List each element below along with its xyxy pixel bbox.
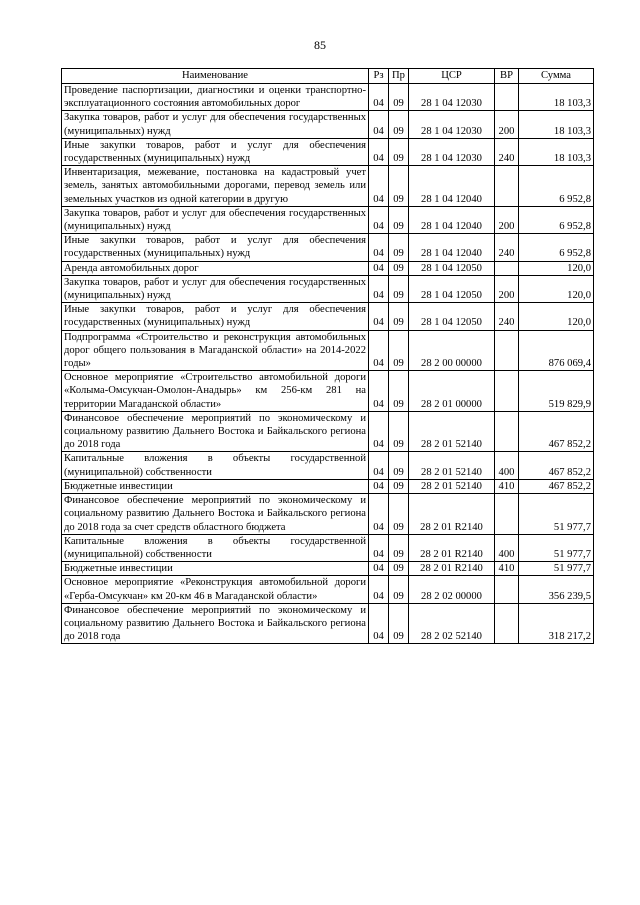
cell-sum: 51 977,7 bbox=[519, 534, 594, 561]
table-row bbox=[62, 111, 594, 138]
cell-name: Финансовое обеспечение мероприятий по экономическому и социальному развитию Дальнего Востока и Байкальского региона до 2018 года bbox=[62, 603, 369, 644]
cell-vr: 240 bbox=[495, 138, 519, 165]
page-number: 85 bbox=[314, 38, 326, 52]
cell-name: Финансовое обеспечение мероприятий по экономическому и социальному развитию Дальнего Востока и Байкальского региона до 2018 года за счет средств областного бюджета bbox=[62, 494, 369, 535]
cell-vr bbox=[495, 371, 519, 412]
cell-vr: 240 bbox=[495, 234, 519, 261]
cell-name: Капитальные вложения в объекты государственной (муниципальной) собственности bbox=[62, 534, 369, 561]
cell-vr: 200 bbox=[495, 206, 519, 233]
cell-pr: 09 bbox=[389, 330, 409, 371]
cell-rz: 04 bbox=[369, 576, 389, 603]
column-header-pr: Пр bbox=[389, 69, 409, 84]
cell-vr: 240 bbox=[495, 303, 519, 330]
cell-pr: 09 bbox=[389, 371, 409, 412]
column-header-name: Наименование bbox=[62, 69, 369, 84]
cell-sum: 467 852,2 bbox=[519, 479, 594, 493]
cell-name: Финансовое обеспечение мероприятий по экономическому и социальному развитию Дальнего Востока и Байкальского региона до 2018 года bbox=[62, 411, 369, 452]
cell-pr: 09 bbox=[389, 138, 409, 165]
cell-pr: 09 bbox=[389, 411, 409, 452]
cell-name: Основное мероприятие «Строительство автомобильной дороги «Колыма-Омсукчан-Омолон-Анадырь» км 256-км 281 на территории Магаданской области» bbox=[62, 371, 369, 412]
cell-name: Подпрограмма «Строительство и реконструкция автомобильных дорог общего пользования в Магаданской области» на 2014-2022 годы» bbox=[62, 330, 369, 371]
cell-pr: 09 bbox=[389, 534, 409, 561]
table-row bbox=[62, 494, 594, 535]
table-row bbox=[62, 330, 594, 371]
cell-pr: 09 bbox=[389, 603, 409, 644]
cell-vr bbox=[495, 166, 519, 207]
cell-rz: 04 bbox=[369, 166, 389, 207]
cell-sum: 6 952,8 bbox=[519, 234, 594, 261]
cell-pr: 09 bbox=[389, 275, 409, 302]
cell-name: Иные закупки товаров, работ и услуг для обеспечения государственных (муниципальных) нужд bbox=[62, 303, 369, 330]
cell-name: Бюджетные инвестиции bbox=[62, 562, 369, 576]
cell-vr: 400 bbox=[495, 452, 519, 479]
cell-sum: 519 829,9 bbox=[519, 371, 594, 412]
cell-vr bbox=[495, 411, 519, 452]
cell-csr: 28 1 04 12050 bbox=[409, 275, 495, 302]
cell-csr: 28 2 00 00000 bbox=[409, 330, 495, 371]
cell-vr bbox=[495, 84, 519, 111]
cell-rz: 04 bbox=[369, 534, 389, 561]
cell-pr: 09 bbox=[389, 452, 409, 479]
cell-vr bbox=[495, 603, 519, 644]
cell-sum: 18 103,3 bbox=[519, 111, 594, 138]
cell-pr: 09 bbox=[389, 206, 409, 233]
cell-sum: 120,0 bbox=[519, 261, 594, 275]
cell-csr: 28 1 04 12040 bbox=[409, 166, 495, 207]
table-row bbox=[62, 576, 594, 603]
cell-name: Бюджетные инвестиции bbox=[62, 479, 369, 493]
cell-name: Закупка товаров, работ и услуг для обеспечения государственных (муниципальных) нужд bbox=[62, 275, 369, 302]
cell-csr: 28 1 04 12040 bbox=[409, 234, 495, 261]
cell-rz: 04 bbox=[369, 138, 389, 165]
cell-csr: 28 2 01 52140 bbox=[409, 479, 495, 493]
table-row bbox=[62, 371, 594, 412]
cell-rz: 04 bbox=[369, 603, 389, 644]
cell-pr: 09 bbox=[389, 234, 409, 261]
cell-pr: 09 bbox=[389, 111, 409, 138]
cell-rz: 04 bbox=[369, 303, 389, 330]
cell-csr: 28 2 01 52140 bbox=[409, 452, 495, 479]
cell-csr: 28 2 01 R2140 bbox=[409, 494, 495, 535]
cell-rz: 04 bbox=[369, 206, 389, 233]
column-header-sum: Сумма bbox=[519, 69, 594, 84]
cell-vr: 200 bbox=[495, 275, 519, 302]
cell-pr: 09 bbox=[389, 479, 409, 493]
cell-name: Аренда автомобильных дорог bbox=[62, 261, 369, 275]
cell-sum: 18 103,3 bbox=[519, 84, 594, 111]
cell-csr: 28 2 01 52140 bbox=[409, 411, 495, 452]
table-row bbox=[62, 261, 594, 275]
cell-rz: 04 bbox=[369, 452, 389, 479]
column-header-vr: ВР bbox=[495, 69, 519, 84]
cell-csr: 28 1 04 12040 bbox=[409, 206, 495, 233]
cell-rz: 04 bbox=[369, 494, 389, 535]
cell-csr: 28 1 04 12030 bbox=[409, 84, 495, 111]
cell-rz: 04 bbox=[369, 330, 389, 371]
cell-rz: 04 bbox=[369, 261, 389, 275]
cell-pr: 09 bbox=[389, 84, 409, 111]
cell-sum: 6 952,8 bbox=[519, 166, 594, 207]
cell-sum: 318 217,2 bbox=[519, 603, 594, 644]
cell-sum: 51 977,7 bbox=[519, 494, 594, 535]
cell-rz: 04 bbox=[369, 411, 389, 452]
table-row bbox=[62, 479, 594, 493]
cell-sum: 6 952,8 bbox=[519, 206, 594, 233]
cell-csr: 28 1 04 12050 bbox=[409, 261, 495, 275]
cell-vr bbox=[495, 330, 519, 371]
cell-sum: 120,0 bbox=[519, 275, 594, 302]
cell-name: Закупка товаров, работ и услуг для обеспечения государственных (муниципальных) нужд bbox=[62, 206, 369, 233]
cell-vr: 410 bbox=[495, 479, 519, 493]
table-row bbox=[62, 603, 594, 644]
table-row bbox=[62, 411, 594, 452]
table-row bbox=[62, 275, 594, 302]
cell-sum: 467 852,2 bbox=[519, 411, 594, 452]
cell-name: Иные закупки товаров, работ и услуг для обеспечения государственных (муниципальных) нужд bbox=[62, 234, 369, 261]
column-header-csr: ЦСР bbox=[409, 69, 495, 84]
cell-name: Капитальные вложения в объекты государственной (муниципальной) собственности bbox=[62, 452, 369, 479]
cell-sum: 356 239,5 bbox=[519, 576, 594, 603]
table-row bbox=[62, 166, 594, 207]
table-row bbox=[62, 234, 594, 261]
table-row bbox=[62, 562, 594, 576]
cell-pr: 09 bbox=[389, 576, 409, 603]
cell-sum: 18 103,3 bbox=[519, 138, 594, 165]
cell-vr bbox=[495, 494, 519, 535]
cell-csr: 28 2 02 00000 bbox=[409, 576, 495, 603]
cell-name: Инвентаризация, межевание, постановка на кадастровый учет земель, занятых автомобильными дорогами, перевод земель или земельных участков из одной категории в другую bbox=[62, 166, 369, 207]
cell-rz: 04 bbox=[369, 275, 389, 302]
table-row bbox=[62, 138, 594, 165]
budget-table bbox=[61, 68, 594, 644]
cell-rz: 04 bbox=[369, 562, 389, 576]
cell-name: Иные закупки товаров, работ и услуг для обеспечения государственных (муниципальных) нужд bbox=[62, 138, 369, 165]
table-header-row bbox=[62, 69, 594, 84]
table-row bbox=[62, 84, 594, 111]
cell-sum: 51 977,7 bbox=[519, 562, 594, 576]
cell-vr: 200 bbox=[495, 111, 519, 138]
cell-vr: 400 bbox=[495, 534, 519, 561]
cell-vr bbox=[495, 261, 519, 275]
cell-pr: 09 bbox=[389, 261, 409, 275]
cell-csr: 28 1 04 12030 bbox=[409, 138, 495, 165]
table-row bbox=[62, 303, 594, 330]
cell-rz: 04 bbox=[369, 84, 389, 111]
cell-name: Закупка товаров, работ и услуг для обеспечения государственных (муниципальных) нужд bbox=[62, 111, 369, 138]
table-row bbox=[62, 534, 594, 561]
table-row bbox=[62, 452, 594, 479]
cell-csr: 28 2 01 00000 bbox=[409, 371, 495, 412]
cell-sum: 120,0 bbox=[519, 303, 594, 330]
cell-name: Проведение паспортизации, диагностики и оценки транспортно-эксплуатационного состояния автомобильных дорог bbox=[62, 84, 369, 111]
cell-rz: 04 bbox=[369, 371, 389, 412]
cell-vr bbox=[495, 576, 519, 603]
cell-csr: 28 2 01 R2140 bbox=[409, 534, 495, 561]
cell-pr: 09 bbox=[389, 562, 409, 576]
table-row bbox=[62, 206, 594, 233]
cell-pr: 09 bbox=[389, 494, 409, 535]
cell-sum: 876 069,4 bbox=[519, 330, 594, 371]
cell-csr: 28 2 02 52140 bbox=[409, 603, 495, 644]
cell-sum: 467 852,2 bbox=[519, 452, 594, 479]
cell-csr: 28 1 04 12050 bbox=[409, 303, 495, 330]
cell-pr: 09 bbox=[389, 166, 409, 207]
cell-csr: 28 1 04 12030 bbox=[409, 111, 495, 138]
cell-pr: 09 bbox=[389, 303, 409, 330]
cell-csr: 28 2 01 R2140 bbox=[409, 562, 495, 576]
cell-rz: 04 bbox=[369, 234, 389, 261]
table-body bbox=[62, 84, 594, 644]
cell-name: Основное мероприятие «Реконструкция автомобильной дороги «Герба-Омсукчан» км 20-км 46 в Магаданской области» bbox=[62, 576, 369, 603]
column-header-rz: Рз bbox=[369, 69, 389, 84]
cell-rz: 04 bbox=[369, 479, 389, 493]
cell-vr: 410 bbox=[495, 562, 519, 576]
cell-rz: 04 bbox=[369, 111, 389, 138]
